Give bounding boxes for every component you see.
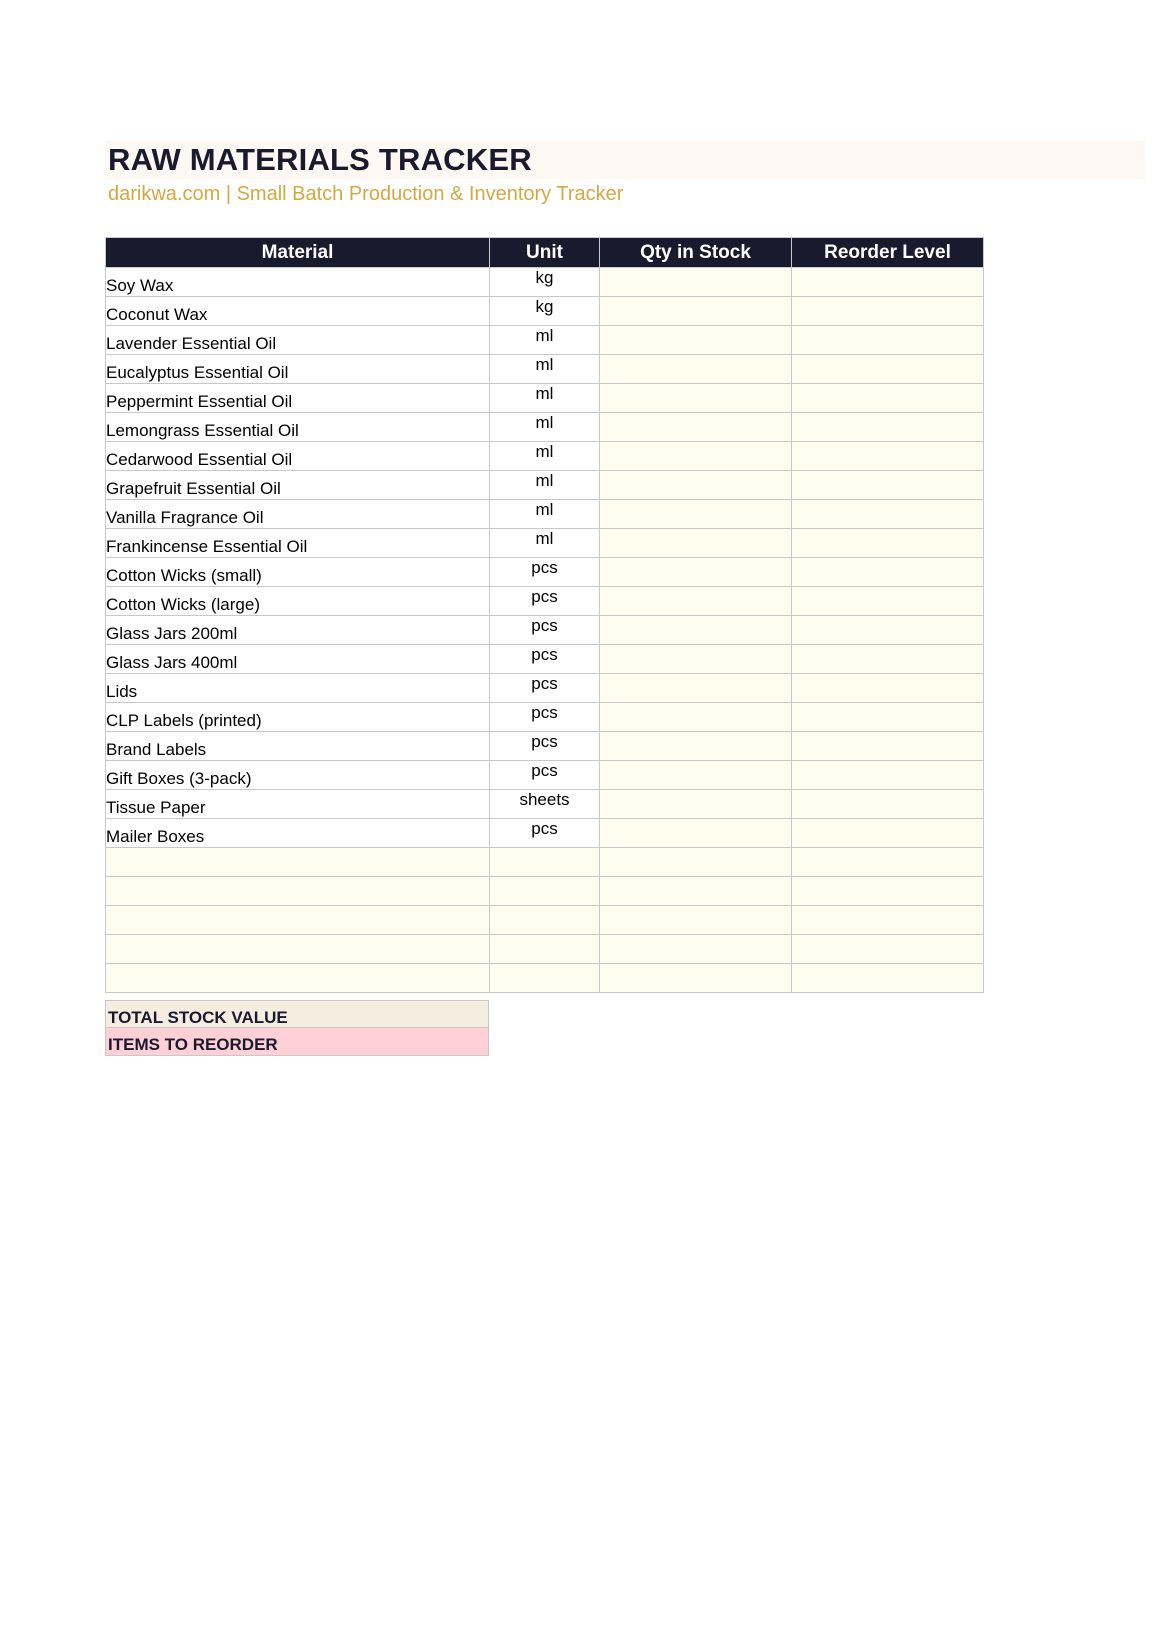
material-cell[interactable]: Cedarwood Essential Oil xyxy=(106,442,490,471)
material-cell[interactable]: Lavender Essential Oil xyxy=(106,326,490,355)
qty-in-stock-cell[interactable] xyxy=(600,645,792,674)
qty-in-stock-cell[interactable] xyxy=(600,732,792,761)
qty-in-stock-cell[interactable] xyxy=(600,471,792,500)
table-row xyxy=(106,384,984,413)
table-row xyxy=(106,471,984,500)
table-row xyxy=(106,413,984,442)
qty-in-stock-cell[interactable] xyxy=(600,413,792,442)
material-cell[interactable]: Gift Boxes (3-pack) xyxy=(106,761,490,790)
reorder-level-cell[interactable] xyxy=(792,790,984,819)
unit-cell[interactable] xyxy=(490,964,600,993)
column-header-unit: Unit xyxy=(490,238,600,268)
blank-entry-row xyxy=(106,964,984,993)
table-header-row xyxy=(106,238,984,268)
unit-cell[interactable]: ml xyxy=(490,355,600,384)
table-row xyxy=(106,529,984,558)
table-row xyxy=(106,645,984,674)
material-cell[interactable]: Mailer Boxes xyxy=(106,819,490,848)
reorder-level-cell[interactable] xyxy=(792,268,984,297)
reorder-level-cell[interactable] xyxy=(792,877,984,906)
reorder-level-cell[interactable] xyxy=(792,761,984,790)
table-row xyxy=(106,761,984,790)
materials-table xyxy=(105,237,984,993)
reorder-level-cell[interactable] xyxy=(792,587,984,616)
qty-in-stock-cell[interactable] xyxy=(600,761,792,790)
unit-cell[interactable] xyxy=(490,906,600,935)
unit-cell[interactable]: ml xyxy=(490,384,600,413)
material-cell[interactable]: Soy Wax xyxy=(106,268,490,297)
table-row xyxy=(106,732,984,761)
qty-in-stock-cell[interactable] xyxy=(600,500,792,529)
items-to-reorder-label: ITEMS TO REORDER xyxy=(105,1028,489,1056)
reorder-level-cell[interactable] xyxy=(792,500,984,529)
unit-cell[interactable] xyxy=(490,877,600,906)
qty-in-stock-cell[interactable] xyxy=(600,616,792,645)
qty-in-stock-cell[interactable] xyxy=(600,703,792,732)
table-row xyxy=(106,355,984,384)
reorder-level-cell[interactable] xyxy=(792,384,984,413)
material-cell[interactable] xyxy=(106,906,490,935)
material-cell[interactable]: Glass Jars 400ml xyxy=(106,645,490,674)
qty-in-stock-cell[interactable] xyxy=(600,935,792,964)
qty-in-stock-cell[interactable] xyxy=(600,877,792,906)
reorder-level-cell[interactable] xyxy=(792,297,984,326)
unit-cell[interactable]: ml xyxy=(490,471,600,500)
table-row xyxy=(106,587,984,616)
unit-cell[interactable]: kg xyxy=(490,297,600,326)
column-header-material: Material xyxy=(106,238,490,268)
table-body xyxy=(106,268,984,993)
reorder-level-cell[interactable] xyxy=(792,674,984,703)
unit-cell[interactable]: pcs xyxy=(490,645,600,674)
unit-cell[interactable]: pcs xyxy=(490,761,600,790)
reorder-level-cell[interactable] xyxy=(792,471,984,500)
unit-cell[interactable]: ml xyxy=(490,413,600,442)
column-header-qty-in-stock: Qty in Stock xyxy=(600,238,792,268)
table-row xyxy=(106,790,984,819)
unit-cell[interactable]: ml xyxy=(490,326,600,355)
blank-entry-row xyxy=(106,935,984,964)
unit-cell[interactable]: pcs xyxy=(490,558,600,587)
material-cell[interactable]: Cotton Wicks (small) xyxy=(106,558,490,587)
blank-entry-row xyxy=(106,906,984,935)
table-row xyxy=(106,500,984,529)
qty-in-stock-cell[interactable] xyxy=(600,819,792,848)
qty-in-stock-cell[interactable] xyxy=(600,384,792,413)
qty-in-stock-cell[interactable] xyxy=(600,558,792,587)
table-row xyxy=(106,674,984,703)
reorder-level-cell[interactable] xyxy=(792,732,984,761)
qty-in-stock-cell[interactable] xyxy=(600,442,792,471)
reorder-level-cell[interactable] xyxy=(792,906,984,935)
page-title: RAW MATERIALS TRACKER xyxy=(108,142,532,177)
material-cell[interactable]: Eucalyptus Essential Oil xyxy=(106,355,490,384)
reorder-level-cell[interactable] xyxy=(792,935,984,964)
reorder-level-cell[interactable] xyxy=(792,703,984,732)
unit-cell[interactable]: pcs xyxy=(490,616,600,645)
unit-cell[interactable]: ml xyxy=(490,529,600,558)
blank-entry-row xyxy=(106,848,984,877)
table-row xyxy=(106,442,984,471)
unit-cell[interactable] xyxy=(490,848,600,877)
unit-cell[interactable]: kg xyxy=(490,268,600,297)
qty-in-stock-cell[interactable] xyxy=(600,674,792,703)
blank-entry-row xyxy=(106,877,984,906)
reorder-level-cell[interactable] xyxy=(792,326,984,355)
reorder-level-cell[interactable] xyxy=(792,964,984,993)
total-stock-value-label: TOTAL STOCK VALUE xyxy=(105,1000,489,1028)
material-cell[interactable]: Frankincense Essential Oil xyxy=(106,529,490,558)
material-cell[interactable] xyxy=(106,877,490,906)
qty-in-stock-cell[interactable] xyxy=(600,297,792,326)
material-cell[interactable]: Glass Jars 200ml xyxy=(106,616,490,645)
material-cell[interactable]: Peppermint Essential Oil xyxy=(106,384,490,413)
column-header-reorder-level: Reorder Level xyxy=(792,238,984,268)
material-cell[interactable]: Grapefruit Essential Oil xyxy=(106,471,490,500)
reorder-level-cell[interactable] xyxy=(792,819,984,848)
material-cell[interactable]: Lemongrass Essential Oil xyxy=(106,413,490,442)
reorder-level-cell[interactable] xyxy=(792,645,984,674)
material-cell[interactable]: Lids xyxy=(106,674,490,703)
reorder-level-cell[interactable] xyxy=(792,355,984,384)
table-row xyxy=(106,297,984,326)
reorder-level-cell[interactable] xyxy=(792,848,984,877)
qty-in-stock-cell[interactable] xyxy=(600,587,792,616)
table-row xyxy=(106,326,984,355)
material-cell[interactable]: Tissue Paper xyxy=(106,790,490,819)
table-row xyxy=(106,558,984,587)
reorder-level-cell[interactable] xyxy=(792,442,984,471)
unit-cell[interactable]: sheets xyxy=(490,790,600,819)
reorder-level-cell[interactable] xyxy=(792,529,984,558)
material-cell[interactable]: Cotton Wicks (large) xyxy=(106,587,490,616)
material-cell[interactable] xyxy=(106,935,490,964)
page-subtitle: darikwa.com | Small Batch Production & Inventory Tracker xyxy=(108,183,624,205)
qty-in-stock-cell[interactable] xyxy=(600,355,792,384)
unit-cell[interactable]: ml xyxy=(490,442,600,471)
unit-cell[interactable]: pcs xyxy=(490,819,600,848)
qty-in-stock-cell[interactable] xyxy=(600,906,792,935)
table-row xyxy=(106,268,984,297)
table-row xyxy=(106,616,984,645)
qty-in-stock-cell[interactable] xyxy=(600,964,792,993)
unit-cell[interactable]: ml xyxy=(490,500,600,529)
material-cell[interactable]: Brand Labels xyxy=(106,732,490,761)
material-cell[interactable]: Coconut Wax xyxy=(106,297,490,326)
material-cell[interactable] xyxy=(106,848,490,877)
table-row xyxy=(106,819,984,848)
unit-cell[interactable]: pcs xyxy=(490,732,600,761)
qty-in-stock-cell[interactable] xyxy=(600,790,792,819)
material-cell[interactable]: Vanilla Fragrance Oil xyxy=(106,500,490,529)
qty-in-stock-cell[interactable] xyxy=(600,326,792,355)
qty-in-stock-cell[interactable] xyxy=(600,268,792,297)
unit-cell[interactable]: pcs xyxy=(490,587,600,616)
material-cell[interactable]: CLP Labels (printed) xyxy=(106,703,490,732)
qty-in-stock-cell[interactable] xyxy=(600,529,792,558)
reorder-level-cell[interactable] xyxy=(792,616,984,645)
material-cell[interactable] xyxy=(106,964,490,993)
unit-cell[interactable] xyxy=(490,935,600,964)
reorder-level-cell[interactable] xyxy=(792,558,984,587)
reorder-level-cell[interactable] xyxy=(792,413,984,442)
unit-cell[interactable]: pcs xyxy=(490,703,600,732)
unit-cell[interactable]: pcs xyxy=(490,674,600,703)
qty-in-stock-cell[interactable] xyxy=(600,848,792,877)
table-row xyxy=(106,703,984,732)
